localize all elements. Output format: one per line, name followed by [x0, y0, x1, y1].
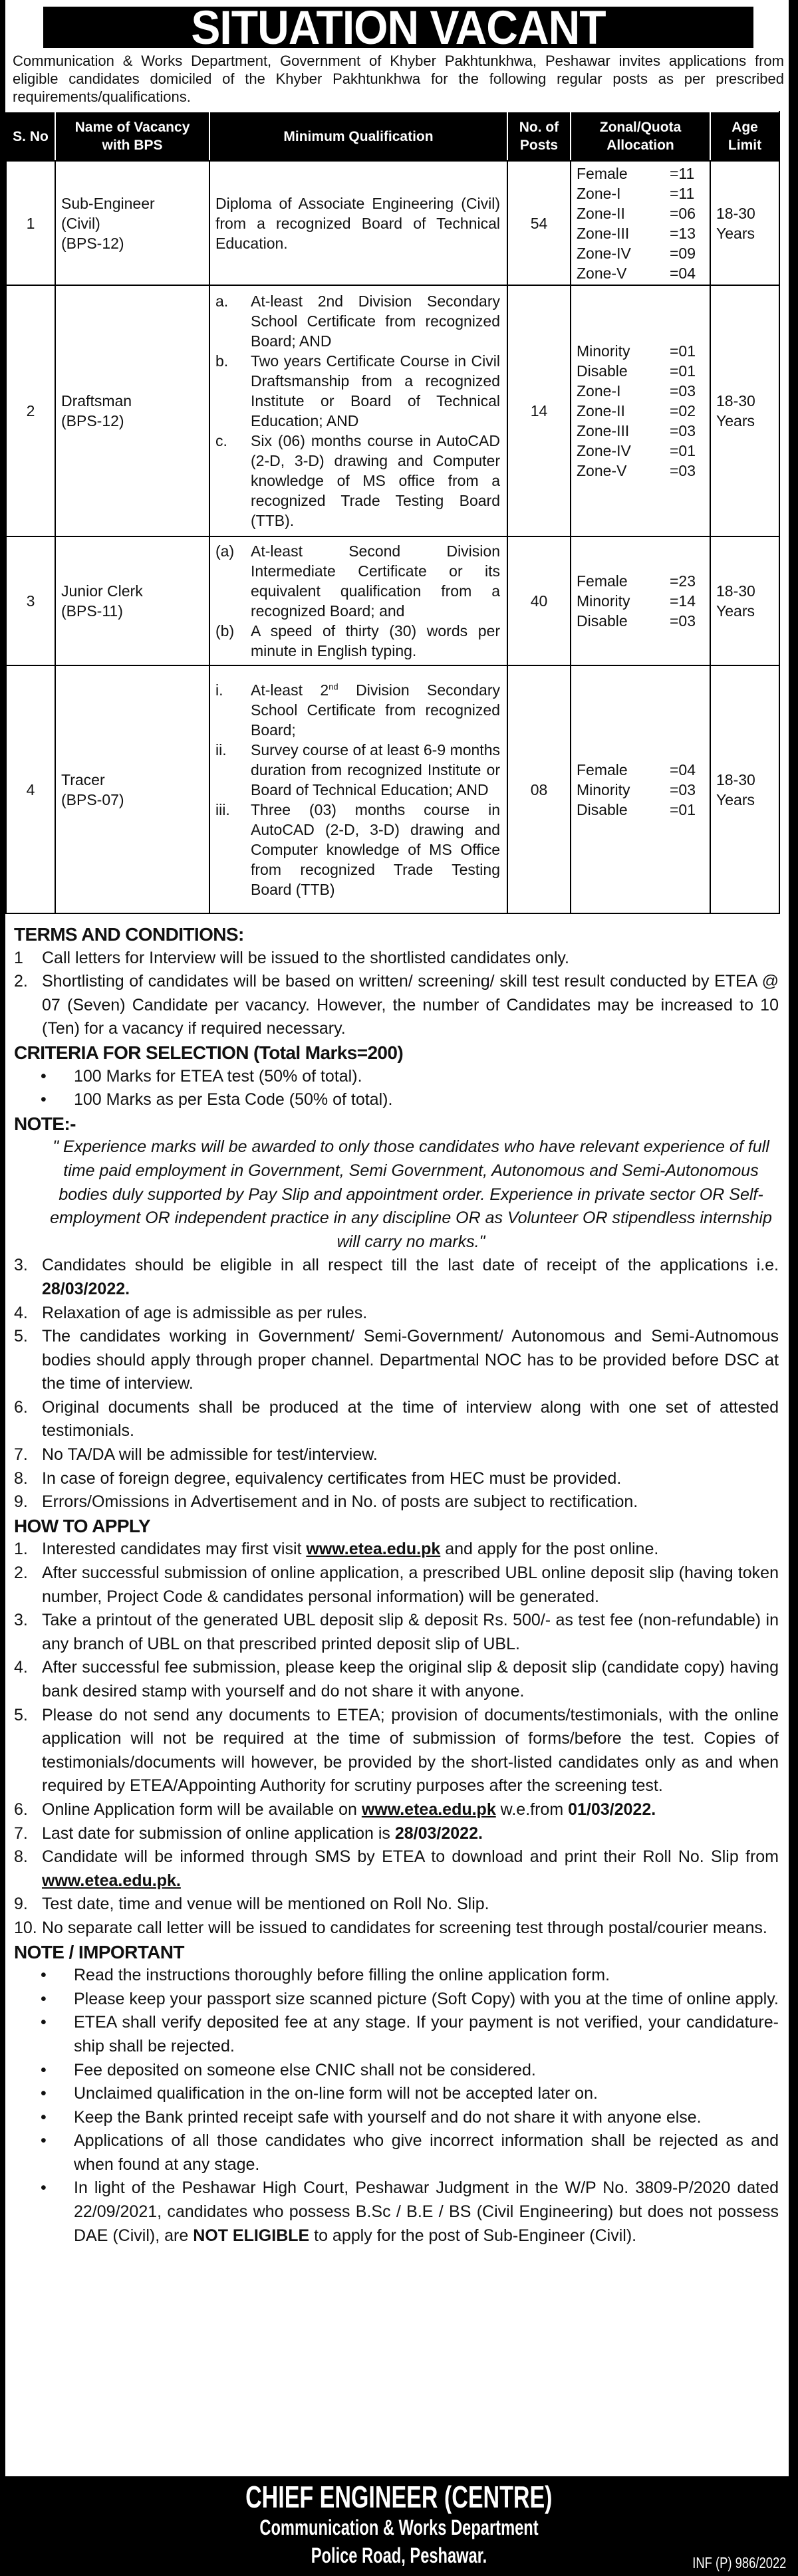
- quota-value: =04: [670, 264, 696, 282]
- quota-entry: [571, 591, 710, 611]
- column-header-vacancy: Name of Vacancy with BPS: [55, 112, 209, 161]
- quota-entry: [571, 421, 710, 441]
- quota-value: =03: [670, 382, 696, 400]
- bullet-text: [74, 1964, 779, 1988]
- age-limit-cell: 18-30 Years: [710, 665, 779, 913]
- quota-cell: [571, 536, 710, 665]
- column-header-qualification: Minimum Qualification: [209, 112, 507, 161]
- item-text: [42, 1917, 779, 1940]
- bullet-text: [74, 2176, 779, 2248]
- text-segment: Survey course of at least 6-9 months duration from recognized Institute or Board of Technical Education; AND: [251, 741, 500, 798]
- table-row: [6, 665, 779, 913]
- vacancy-name-line: Junior Clerk: [61, 582, 143, 600]
- text-segment: w.e.from: [495, 1800, 569, 1819]
- item-number: 5.: [14, 1705, 28, 1724]
- bullet-item: [14, 2059, 779, 2083]
- age-limit-cell: 18-30 Years: [710, 536, 779, 665]
- bullet-item: [14, 2129, 779, 2176]
- qualification-marker: i.: [215, 681, 223, 699]
- qualification-marker: b.: [215, 352, 229, 370]
- numbered-item: [14, 1490, 779, 1514]
- quota-entry: [571, 441, 710, 461]
- text-segment: Online Application form will be available on: [42, 1800, 362, 1819]
- bullet-item: [14, 2082, 779, 2106]
- text-segment: Errors/Omissions in Advertisement and in No. of posts are subject to rectification.: [42, 1492, 638, 1512]
- qualification-cell: [209, 161, 507, 285]
- numbered-item: [14, 1917, 779, 1940]
- item-number: 7.: [14, 1823, 28, 1843]
- bullet-icon: •: [41, 2107, 47, 2127]
- quota-value: =09: [670, 244, 696, 262]
- quota-label: Zone-I: [577, 184, 621, 202]
- item-text: [42, 1893, 779, 1917]
- vacancy-name-line: (BPS-12): [61, 234, 124, 252]
- quota-entry: [571, 760, 710, 780]
- text-segment: Candidates should be eligible in all respect till the last date of receipt of the applications i.e.: [42, 1256, 779, 1275]
- numbered-item: [14, 1396, 779, 1443]
- age-limit-cell: 18-30 Years: [710, 161, 779, 285]
- bullet-icon: •: [41, 2060, 47, 2079]
- text-segment: No separate call letter will be issued to candidates for screening test through postal/courier means.: [42, 1918, 767, 1937]
- bullet-text: [74, 2082, 779, 2106]
- bullet-text: [74, 1988, 779, 2012]
- bold-text: 28/03/2022.: [394, 1823, 483, 1843]
- quota-label: Zone-I: [577, 382, 621, 400]
- text-segment: At-least 2: [251, 681, 329, 699]
- text-segment: Call letters for Interview will be issued to the shortlisted candidates only.: [42, 948, 569, 967]
- item-text: [42, 970, 779, 1041]
- numbered-item: [14, 1704, 779, 1798]
- item-text: [42, 1798, 779, 1822]
- bold-text: 28/03/2022.: [42, 1279, 130, 1298]
- bullet-text: [74, 1065, 779, 1089]
- qualification-item: [215, 351, 500, 431]
- text-segment: 100 Marks for ETEA test (50% of total).: [74, 1066, 362, 1086]
- serial-number-cell: 4: [6, 665, 55, 913]
- qualification-marker: (a): [215, 542, 235, 560]
- item-number: 5.: [14, 1327, 28, 1346]
- item-number: 8.: [14, 1847, 28, 1867]
- item-text: [42, 1490, 779, 1514]
- numbered-item: [14, 970, 779, 1041]
- numbered-item: [14, 1443, 779, 1467]
- qualification-item: [215, 291, 500, 351]
- text-segment: Diploma of Associate Engineering (Civil) from a recognized Board of Technical Education.: [215, 194, 500, 252]
- quota-label: Zone-IV: [577, 244, 631, 262]
- table-header-row: [6, 112, 779, 161]
- text-segment: Three (03) months course in AutoCAD (2-D, 3-D) drawing and Computer knowledge of MS Office from recognized Trade Testing Board (TTB): [251, 800, 500, 898]
- numbered-item: [14, 1254, 779, 1301]
- quota-value: =13: [670, 224, 696, 242]
- text-segment: Division Secondary School Certificate from recognized Board;: [251, 681, 501, 739]
- quota-entry: [571, 571, 710, 591]
- quota-label: Female: [577, 572, 628, 590]
- superscript-text: nd: [329, 681, 338, 691]
- bullet-text: [74, 2129, 779, 2176]
- quota-entry: [571, 223, 710, 243]
- text-segment: Fee deposited on someone else CNIC shall not be considered.: [74, 2060, 536, 2079]
- footer-title: CHIEF ENGINEER (CENTRE): [245, 2480, 553, 2514]
- text-segment: Please keep your passport size scanned picture (Soft Copy) with you at the time of online apply.: [74, 1989, 779, 2008]
- text-segment: Candidate will be informed through SMS by ETEA to download and print their Roll No. Slip from: [42, 1847, 779, 1867]
- bullet-icon: •: [41, 2178, 47, 2198]
- text-segment: At-least Second Division Intermediate Certificate or its equivalent qualification from a recognized Board; and: [251, 542, 500, 620]
- numbered-item: [14, 1467, 779, 1491]
- quota-value: =01: [670, 362, 696, 380]
- quota-value: =06: [670, 204, 696, 222]
- qualification-item: [215, 541, 500, 621]
- text-segment: At-least 2nd Division Secondary School Certificate from recognized Board; AND: [251, 293, 500, 350]
- quota-label: Zone-V: [577, 264, 627, 282]
- vacancy-name-line: (BPS-12): [61, 412, 124, 429]
- text-segment: Six (06) months course in AutoCAD (2-D, 3-D) drawing and Computer knowledge of MS office from a recognized Trade Testing Board (TTB).: [251, 432, 500, 529]
- quota-value: =01: [670, 800, 696, 818]
- item-text: [42, 1325, 779, 1396]
- numbered-item: [14, 1845, 779, 1893]
- etea-website-link[interactable]: www.etea.edu.pk: [306, 1540, 441, 1559]
- quota-value: =01: [670, 342, 696, 360]
- item-text: [42, 1822, 779, 1846]
- text-segment: In light of the Peshawar High Court, Peshawar Judgment in the W/P No. 3809-P/2020 dated 22/09/2021, candidates who possess B.Sc / B.E / BS (Civil Engineering) but does not possess DAE (Civil), are: [74, 2178, 779, 2245]
- posts-count-cell: 08: [507, 665, 571, 913]
- qualification-marker: ii.: [215, 741, 227, 759]
- age-limit-cell: 18-30 Years: [710, 285, 779, 536]
- vacancy-name-cell: [55, 285, 209, 536]
- item-number: 4.: [14, 1303, 28, 1322]
- bullet-icon: •: [41, 2084, 47, 2103]
- qualification-cell: [209, 536, 507, 665]
- quota-label: Zone-III: [577, 422, 630, 439]
- page-title: SITUATION VACANT: [191, 1, 606, 54]
- quota-entry: [571, 361, 710, 381]
- terms-and-instructions: [14, 923, 779, 2248]
- item-number: 1.: [14, 1540, 28, 1559]
- qualification-item: [215, 621, 500, 661]
- text-segment: A speed of thirty (30) words per minute in English typing.: [251, 622, 500, 659]
- quota-label: Minority: [577, 342, 630, 360]
- quota-entry: [571, 401, 710, 421]
- numbered-item: [14, 1562, 779, 1609]
- vacancy-name-cell: [55, 536, 209, 665]
- text-segment: to apply for the post of Sub-Engineer (Civil).: [309, 2226, 637, 2245]
- section-heading: CRITERIA FOR SELECTION (Total Marks=200): [14, 1042, 404, 1063]
- bullet-icon: •: [41, 1966, 47, 1985]
- quota-entry: [571, 341, 710, 361]
- bullet-item: [14, 1964, 779, 1988]
- quota-entry: [571, 243, 710, 263]
- posts-count-cell: 54: [507, 161, 571, 285]
- text-segment: ETEA shall verify deposited fee at any stage. If your payment is not verified, your candidature-ship shall be rejected.: [74, 2013, 779, 2055]
- item-text: [42, 1443, 779, 1467]
- quota-entry: [571, 780, 710, 800]
- advertisement-reference: INF (P) 986/2022: [692, 2554, 786, 2571]
- item-number: 9.: [14, 1492, 28, 1512]
- table-row: [6, 536, 779, 665]
- item-number: 3.: [14, 1256, 28, 1275]
- qualification-text: [251, 740, 500, 800]
- vacancy-name-line: Tracer: [61, 770, 105, 788]
- qualification-text: [215, 193, 500, 253]
- item-text: [42, 1467, 779, 1491]
- quota-entry: [571, 203, 710, 223]
- numbered-item: [14, 947, 779, 971]
- qualification-text: [251, 351, 500, 431]
- serial-number-cell: 2: [6, 285, 55, 536]
- item-text: [42, 947, 779, 971]
- vacancy-name-line: Sub-Engineer: [61, 194, 155, 212]
- quota-entry: [571, 800, 710, 820]
- text-segment: Two years Certificate Course in Civil Draftsmanship from a recognized Institute or Board of Technical Education; AND: [251, 352, 500, 429]
- qualification-cell: [209, 665, 507, 913]
- bullet-item: [14, 2176, 779, 2248]
- text-segment: Unclaimed qualification in the on-line form will not be accepted later on.: [74, 2084, 598, 2103]
- quota-label: Disable: [577, 800, 628, 818]
- vacancy-table: [5, 111, 780, 914]
- bullet-item: [14, 2106, 779, 2130]
- item-number: 2.: [14, 1564, 28, 1583]
- text-segment: After successful fee submission, please keep the original slip & deposit slip (candidate copy) having bank desired stamp with yourself and do not share it with anyone.: [42, 1658, 779, 1700]
- item-text: [42, 1302, 779, 1326]
- item-text: [42, 1538, 779, 1562]
- serial-number-cell: 3: [6, 536, 55, 665]
- item-text: [42, 1254, 779, 1301]
- posts-count-cell: 14: [507, 285, 571, 536]
- item-number: 10.: [14, 1918, 37, 1937]
- qualification-text: [251, 541, 500, 621]
- qualification-text: [251, 431, 500, 530]
- quota-value: =03: [670, 422, 696, 439]
- qualification-marker: c.: [215, 432, 227, 449]
- column-header-age: Age Limit: [710, 112, 779, 161]
- bullet-item: [14, 2011, 779, 2058]
- quota-label: Zone-V: [577, 462, 627, 479]
- quota-label: Disable: [577, 612, 628, 630]
- experience-note-quote: " Experience marks will be awarded to only those candidates who have relevant experience of full time paid employment in Government, Semi Government, Autonomous and Semi-Autonomous bodies duly supported by Pay Slip and appointment order. Experience in private sector OR Self-employment OR independent practice in any discipline OR as Volunteer OR stipendless internship will carry no marks.": [50, 1137, 772, 1251]
- text-segment: No TA/DA will be admissible for test/interview.: [42, 1445, 378, 1464]
- quota-value: =23: [670, 572, 696, 590]
- quota-value: =02: [670, 402, 696, 419]
- item-text: [42, 1845, 779, 1893]
- qualification-text: [251, 800, 500, 899]
- column-header-posts: No. of Posts: [507, 112, 571, 161]
- item-number: 1: [14, 948, 23, 967]
- quota-entry: [571, 611, 710, 631]
- footer-signature-block: [0, 2476, 798, 2576]
- qualification-marker: iii.: [215, 800, 230, 818]
- text-segment: Please do not send any documents to ETEA; provision of documents/testimonials, with the online application will not be required at the time of submission of forms/before the test. Copies of testimonials/documents will however, be provided by the short-listed candidates only as and when required by ETEA/Appointing Authority for scrutiny purposes after the screening test.: [42, 1705, 779, 1796]
- bullet-icon: •: [41, 1989, 47, 2008]
- text-segment: Interested candidates may first visit: [42, 1540, 307, 1559]
- item-number: 6.: [14, 1397, 28, 1417]
- item-text: [42, 1396, 779, 1443]
- quota-value: =11: [670, 184, 695, 202]
- bullet-item: [14, 1088, 779, 1112]
- item-number: 3.: [14, 1611, 28, 1630]
- bullet-icon: •: [41, 2131, 47, 2151]
- text-segment: In case of foreign degree, equivalency certificates from HEC must be provided.: [42, 1468, 622, 1488]
- section-heading: NOTE / IMPORTANT: [14, 1941, 184, 1962]
- numbered-item: [14, 1609, 779, 1656]
- qualification-marker: (b): [215, 622, 235, 640]
- column-header-sno: S. No: [6, 112, 55, 161]
- bullet-icon: •: [41, 1090, 47, 1110]
- quota-label: Female: [577, 164, 628, 182]
- quota-value: =04: [670, 761, 696, 778]
- item-number: 9.: [14, 1895, 28, 1914]
- qualification-item: [215, 193, 500, 253]
- quota-cell: [571, 665, 710, 913]
- bullet-text: [74, 2106, 779, 2130]
- qualification-item: [215, 431, 500, 530]
- etea-website-link[interactable]: www.etea.edu.pk: [361, 1800, 496, 1819]
- item-text: [42, 1609, 779, 1656]
- quota-label: Zone-IV: [577, 442, 631, 459]
- text-segment: The candidates working in Government/ Semi-Government/ Autonomous and Semi-Autnomous bodies should apply through proper channel. Departmental NOC has to be provided before DSC at the time of interview.: [42, 1327, 779, 1393]
- section-heading: TERMS AND CONDITIONS:: [14, 924, 244, 945]
- text-segment: Applications of all those candidates who give incorrect information shall be rejected as and when found at any stage.: [74, 2131, 779, 2174]
- text-segment: Original documents shall be produced at the time of interview along with one set of attested testimonials.: [42, 1397, 779, 1441]
- vacancy-name-line: (Civil): [61, 214, 100, 232]
- quota-value: =03: [670, 612, 696, 630]
- qualification-text: [251, 291, 500, 351]
- vacancy-name-line: Draftsman: [61, 392, 132, 410]
- table-row: [6, 285, 779, 536]
- bold-text: NOT ELIGIBLE: [193, 2226, 310, 2245]
- quota-label: Zone-II: [577, 402, 625, 419]
- text-segment: Keep the Bank printed receipt safe with yourself and do not share it with anyone else.: [74, 2107, 702, 2127]
- quota-label: Minority: [577, 592, 630, 610]
- text-segment: Read the instructions thoroughly before filling the online application form.: [74, 1966, 610, 1985]
- quota-cell: [571, 285, 710, 536]
- quota-value: =01: [670, 442, 696, 459]
- quota-value: =03: [670, 462, 696, 479]
- quota-entry: [571, 461, 710, 481]
- text-segment: Shortlisting of candidates will be based on written/ screening/ skill test result conducted by ETEA @ 07 (Seven) Candidate per vacancy. However, the number of Candidates may be increased to 10 (Ten) for a vacancy if required necessary.: [42, 972, 779, 1038]
- item-text: [42, 1562, 779, 1609]
- item-text: [42, 1704, 779, 1798]
- section-heading: NOTE:-: [14, 1113, 76, 1134]
- quota-value: =11: [670, 164, 695, 182]
- quota-entry: [571, 183, 710, 203]
- serial-number-cell: 1: [6, 161, 55, 285]
- bullet-item: [14, 1065, 779, 1089]
- text-segment: and apply for the post online.: [440, 1540, 659, 1559]
- posts-count-cell: 40: [507, 536, 571, 665]
- qualification-marker: a.: [215, 293, 229, 310]
- quota-value: =03: [670, 780, 696, 798]
- quota-value: =14: [670, 592, 696, 610]
- text-segment: Test date, time and venue will be mentioned on Roll No. Slip.: [42, 1895, 489, 1914]
- item-number: 4.: [14, 1658, 28, 1677]
- item-number: 7.: [14, 1445, 28, 1464]
- bullet-text: [74, 2059, 779, 2083]
- quota-entry: [571, 381, 710, 401]
- bold-text: 01/03/2022.: [568, 1800, 656, 1819]
- text-segment: After successful submission of online application, a prescribed UBL online deposit slip (having token number, Project Code & candidates personal information) will be generated.: [42, 1564, 779, 1606]
- item-text: [42, 1656, 779, 1703]
- qualification-item: [215, 740, 500, 800]
- title-banner: [43, 1, 753, 54]
- bullet-icon: •: [41, 2013, 47, 2032]
- quota-label: Zone-III: [577, 224, 630, 242]
- numbered-item: [14, 1798, 779, 1822]
- footer-address: Police Road, Peshawar.: [311, 2543, 487, 2567]
- numbered-item: [14, 1893, 779, 1917]
- footer-department: Communication & Works Department: [259, 2516, 539, 2539]
- quota-label: Female: [577, 761, 628, 778]
- column-header-quota: Zonal/Quota Allocation: [571, 112, 710, 161]
- vacancy-name-line: (BPS-07): [61, 790, 124, 808]
- bullet-icon: •: [41, 1066, 47, 1086]
- quota-entry: [571, 263, 710, 283]
- numbered-item: [14, 1538, 779, 1562]
- table-row: [6, 161, 779, 285]
- vacancy-name-line: (BPS-11): [61, 602, 123, 620]
- numbered-item: [14, 1656, 779, 1703]
- quota-label: Minority: [577, 780, 630, 798]
- numbered-item: [14, 1822, 779, 1846]
- text-segment: 100 Marks as per Esta Code (50% of total).: [74, 1090, 393, 1110]
- quota-entry: [571, 164, 710, 183]
- quota-label: Disable: [577, 362, 628, 380]
- text-segment: Take a printout of the generated UBL deposit slip & deposit Rs. 500/- as test fee (non-refundable) in any branch of UBL on that prescribed printed deposit slip of UBL.: [42, 1611, 779, 1653]
- qualification-text: [251, 680, 500, 740]
- intro-paragraph: Communication & Works Department, Government of Khyber Pakhtunkhwa, Peshawar invites applications from eligible candidates domiciled of the Khyber Pakhtunkhwa for the following regular posts as per prescribed requirements/qualifications.: [13, 53, 784, 105]
- bullet-text: [74, 2011, 779, 2058]
- vacancy-name-cell: [55, 665, 209, 913]
- text-segment: Relaxation of age is admissible as per rules.: [42, 1303, 368, 1322]
- qualification-cell: [209, 285, 507, 536]
- item-number: 2.: [14, 972, 28, 991]
- item-number: 6.: [14, 1800, 28, 1819]
- qualification-item: [215, 800, 500, 899]
- quota-cell: [571, 161, 710, 285]
- numbered-item: [14, 1302, 779, 1326]
- qualification-item: [215, 680, 500, 740]
- bullet-item: [14, 1988, 779, 2012]
- bullet-text: [74, 1088, 779, 1112]
- item-number: 8.: [14, 1468, 28, 1488]
- quota-label: Zone-II: [577, 204, 625, 222]
- numbered-item: [14, 1325, 779, 1396]
- qualification-text: [251, 621, 500, 661]
- vacancy-name-cell: [55, 161, 209, 285]
- section-heading: HOW TO APPLY: [14, 1515, 150, 1536]
- etea-website-link[interactable]: www.etea.edu.pk.: [42, 1871, 181, 1890]
- text-segment: Last date for submission of online application is: [42, 1823, 395, 1843]
